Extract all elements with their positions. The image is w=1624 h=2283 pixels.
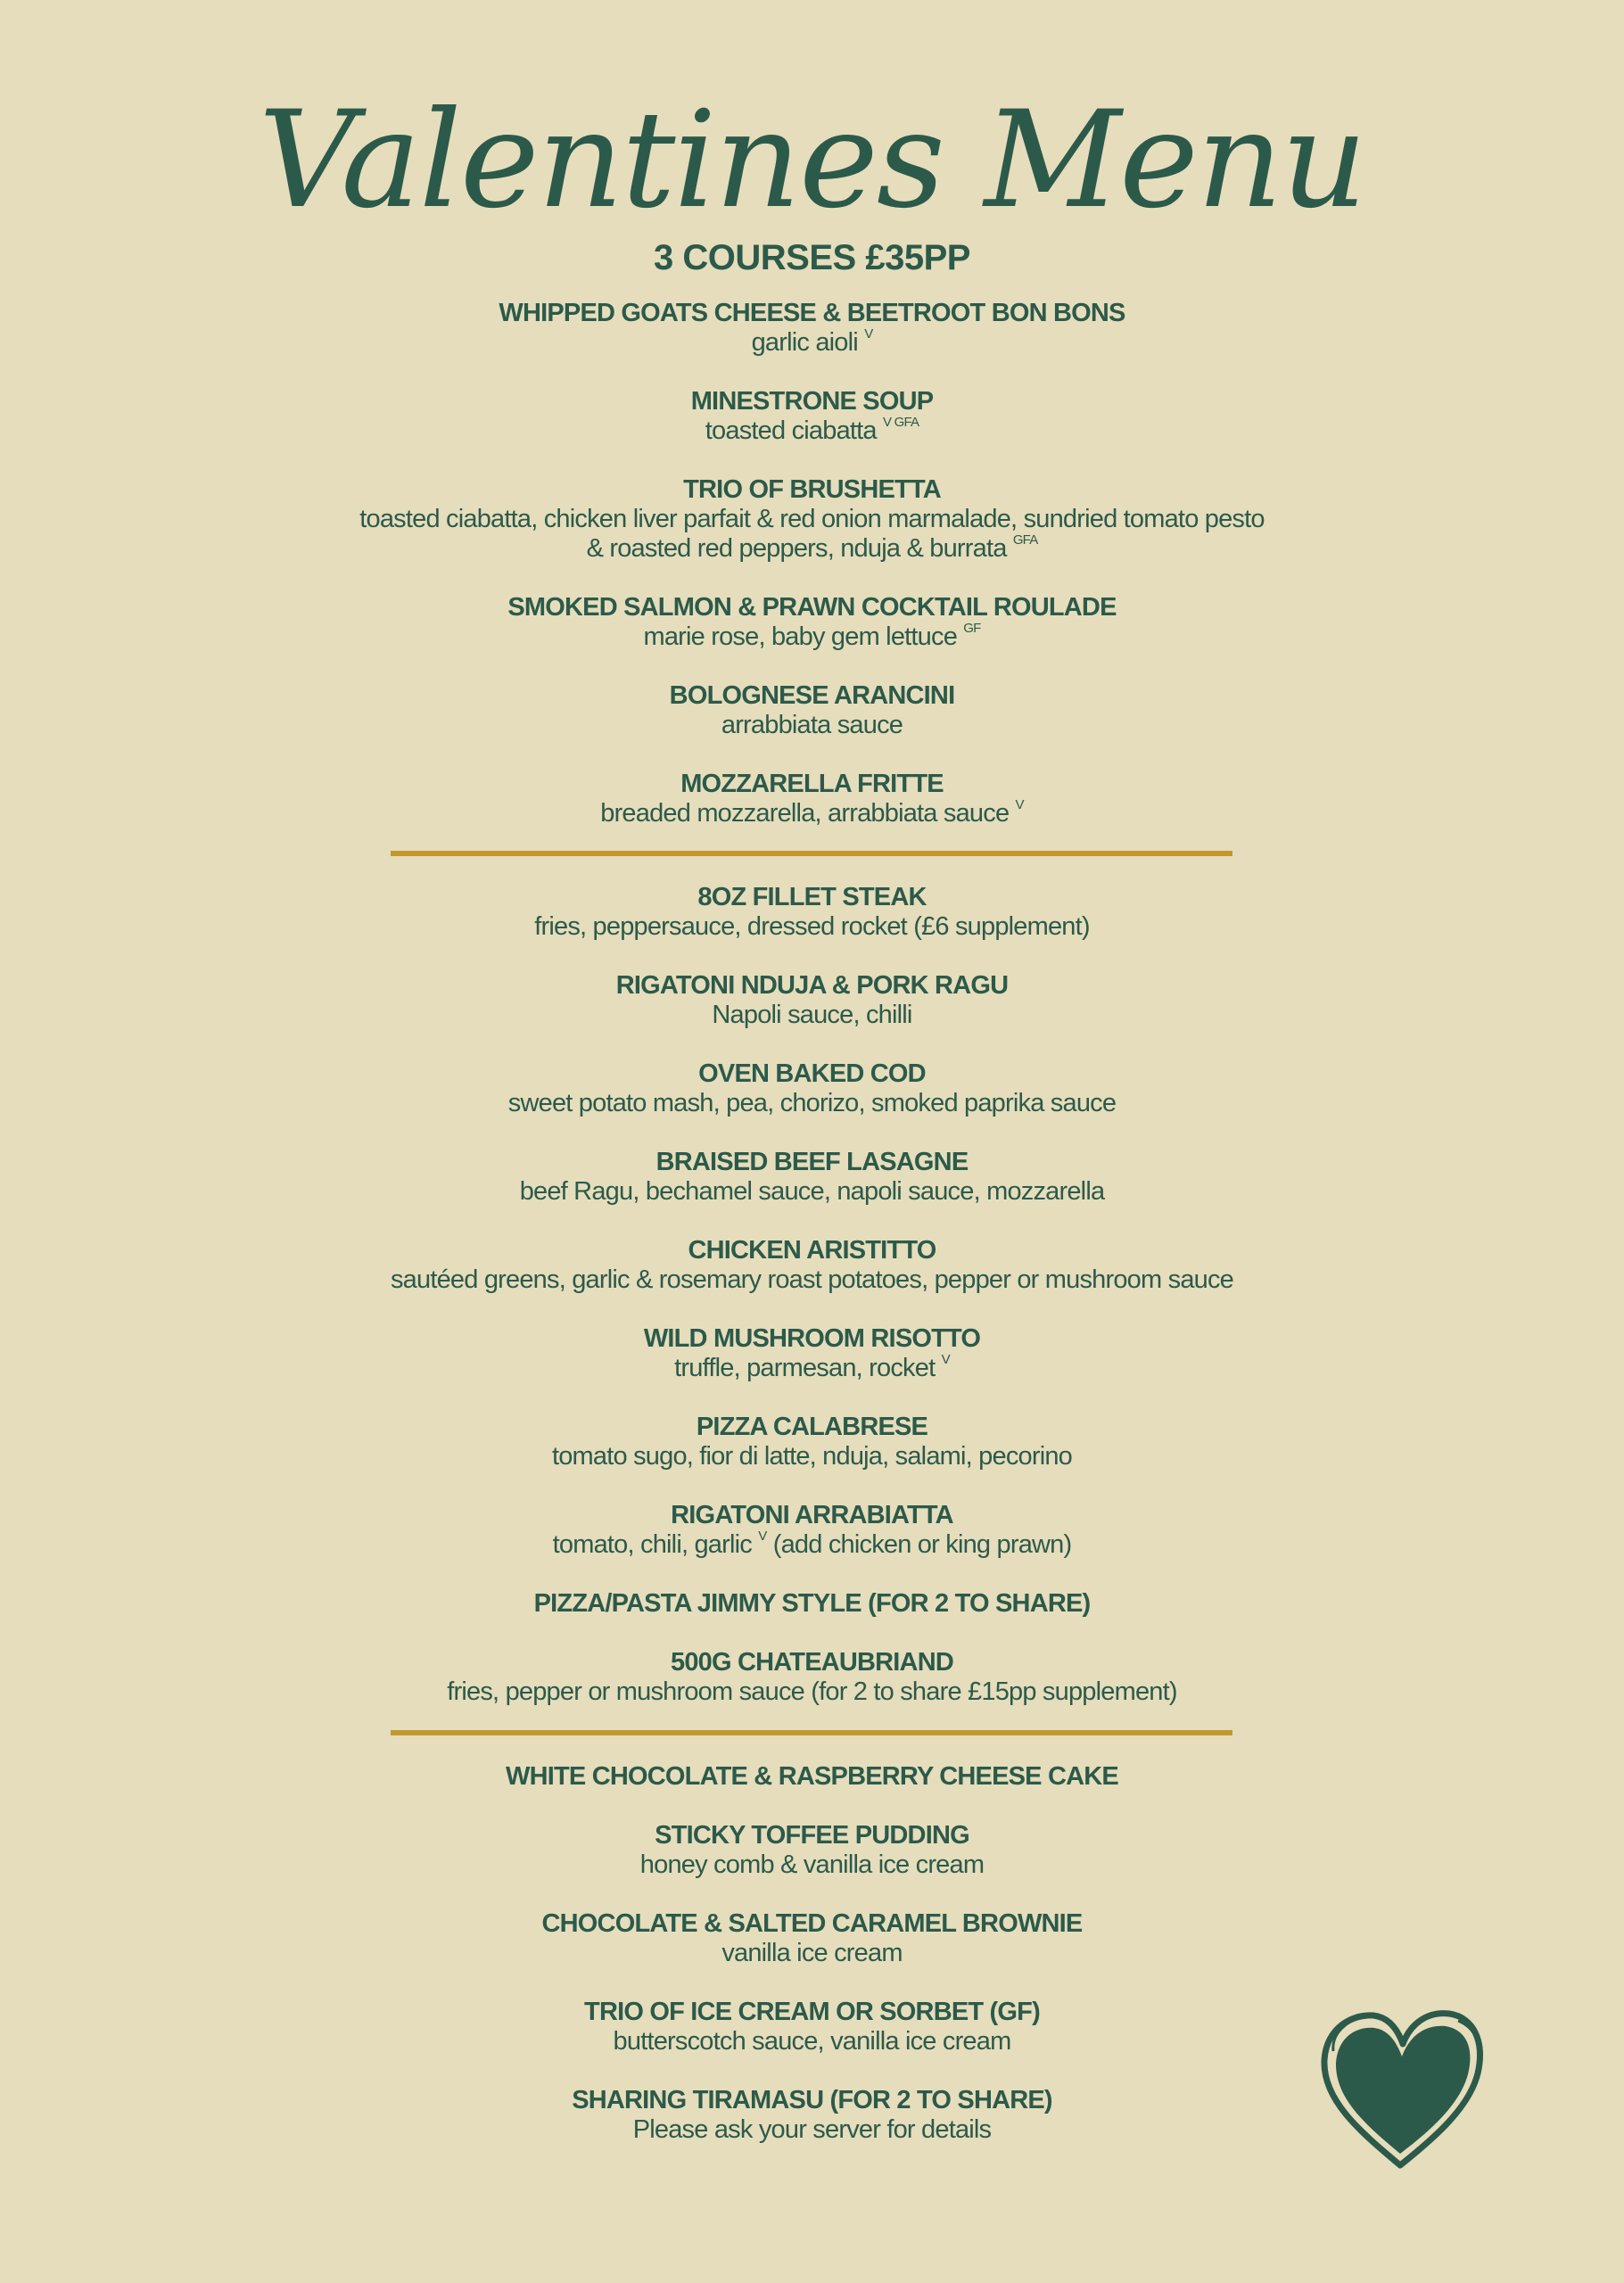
dish-description-text: fries, peppersauce, dressed rocket (£6 supplement) <box>534 912 1090 941</box>
dish-name: BRAISED BEEF LASAGNE <box>655 1148 969 1176</box>
dish-description-text: marie rose, baby gem lettuce <box>643 622 958 651</box>
dish-description <box>0 1442 1624 1471</box>
starters-section <box>0 299 1624 828</box>
dish-item <box>0 1648 1624 1707</box>
dish-description <box>0 622 1624 652</box>
dish-item <box>0 1501 1624 1560</box>
dish-description-text: beef Ragu, bechamel sauce, napoli sauce, mozzarella <box>519 1177 1105 1206</box>
dish-description <box>0 505 1624 534</box>
dish-item <box>0 770 1624 828</box>
dish-name: STICKY TOFFEE PUDDING <box>655 1821 969 1850</box>
dish-name: 500G CHATEAUBRIAND <box>671 1648 953 1677</box>
section-divider <box>391 851 1232 856</box>
dish-description-text: tomato sugo, fior di latte, nduja, salami, pecorino <box>551 1442 1073 1471</box>
dish-item <box>0 1413 1624 1471</box>
dish-description <box>0 799 1624 828</box>
dietary-tag: V GFA <box>883 415 919 430</box>
dish-description-text: sweet potato mash, pea, chorizo, smoked paprika sauce <box>507 1089 1117 1117</box>
dish-name: WHITE CHOCOLATE & RASPBERRY CHEESE CAKE <box>506 1762 1118 1791</box>
dish-description <box>0 1265 1624 1295</box>
dish-description-extra: (add chicken or king prawn) <box>766 1530 1072 1559</box>
dish-name: MOZZARELLA FRITTE <box>680 770 944 798</box>
dish-item <box>0 971 1624 1030</box>
dish-name: CHICKEN ARISTITTO <box>688 1236 936 1265</box>
dish-description <box>0 1177 1624 1207</box>
dish-description <box>0 1677 1624 1707</box>
dish-description-text: tomato, chili, garlic <box>552 1530 752 1559</box>
dish-description <box>0 416 1624 446</box>
dish-item <box>0 1762 1624 1792</box>
dish-description-text: garlic aioli <box>751 328 858 357</box>
dish-item <box>0 1059 1624 1118</box>
dish-description <box>0 912 1624 942</box>
heart-icon <box>1307 1998 1494 2176</box>
dish-description-text: toasted ciabatta <box>705 416 877 445</box>
dish-description-text: Napoli sauce, chilli <box>712 1001 912 1029</box>
dish-item <box>0 1148 1624 1207</box>
mains-section <box>0 883 1624 1707</box>
dish-name: WHIPPED GOATS CHEESE & BEETROOT BON BONS <box>499 299 1125 327</box>
dietary-tag: GF <box>963 621 981 636</box>
dish-item <box>0 1821 1624 1880</box>
dish-item <box>0 1909 1624 1968</box>
dish-item <box>0 593 1624 652</box>
dish-description <box>0 1530 1624 1560</box>
dish-description-text: truffle, parmesan, rocket <box>674 1354 936 1382</box>
dish-name: WILD MUSHROOM RISOTTO <box>643 1324 981 1353</box>
dish-description <box>0 1939 1624 1968</box>
dietary-tag: V <box>941 1352 950 1367</box>
dish-name: RIGATONI ARRABIATTA <box>671 1501 953 1529</box>
dish-description-text: sautéed greens, garlic & rosemary roast potatoes, pepper or mushroom sauce <box>390 1265 1234 1294</box>
dish-description <box>0 1850 1624 1880</box>
dish-description <box>0 1354 1624 1383</box>
dietary-tag: V <box>758 1529 767 1544</box>
dish-name: PIZZA/PASTA JIMMY STYLE (FOR 2 TO SHARE) <box>533 1589 1091 1618</box>
dish-item <box>0 1324 1624 1383</box>
dish-item <box>0 1589 1624 1619</box>
dish-item <box>0 1236 1624 1295</box>
dietary-tag: V <box>864 326 873 342</box>
dish-description <box>0 534 1624 564</box>
dish-item <box>0 883 1624 942</box>
dish-item <box>0 387 1624 446</box>
dish-description-text: fries, pepper or mushroom sauce (for 2 to share £15pp supplement) <box>447 1677 1177 1706</box>
dish-item <box>0 299 1624 358</box>
dietary-tag: V <box>1015 797 1024 812</box>
dish-name: TRIO OF BRUSHETTA <box>683 475 941 504</box>
dietary-tag: GFA <box>1012 532 1038 548</box>
dish-name: TRIO OF ICE CREAM OR SORBET (GF) <box>584 1998 1040 2026</box>
dish-name: SHARING TIRAMASU (FOR 2 TO SHARE) <box>572 2086 1052 2114</box>
dish-description <box>0 328 1624 358</box>
dish-description-text: butterscotch sauce, vanilla ice cream <box>613 2027 1011 2056</box>
dish-name: OVEN BAKED COD <box>698 1059 926 1088</box>
dish-description <box>0 1089 1624 1118</box>
dish-description-text: Please ask your server for details <box>632 2115 992 2144</box>
dish-description-text: arrabbiata sauce <box>721 711 903 739</box>
dish-name: SMOKED SALMON & PRAWN COCKTAIL ROULADE <box>507 593 1117 622</box>
dish-name: RIGATONI NDUJA & PORK RAGU <box>615 971 1009 1000</box>
dish-name: 8OZ FILLET STEAK <box>697 883 927 911</box>
dish-name: PIZZA CALABRESE <box>696 1413 928 1441</box>
dish-item <box>0 475 1624 564</box>
dish-description <box>0 1001 1624 1030</box>
dish-description-text: toasted ciabatta, chicken liver parfait & red onion marmalade, sundried tomato pesto <box>359 505 1265 533</box>
dish-description-text: breaded mozzarella, arrabbiata sauce <box>600 799 1010 828</box>
section-divider <box>391 1730 1232 1735</box>
dish-item <box>0 681 1624 740</box>
dish-name: CHOCOLATE & SALTED CARAMEL BROWNIE <box>541 1909 1083 1938</box>
dish-description <box>0 711 1624 740</box>
dish-description-text: vanilla ice cream <box>721 1939 903 1967</box>
dish-description-text: honey comb & vanilla ice cream <box>639 1850 985 1879</box>
dish-name: BOLOGNESE ARANCINI <box>669 681 955 710</box>
price-line: 3 COURSES £35PP <box>654 238 970 277</box>
dish-description-text: & roasted red peppers, nduja & burrata <box>586 534 1007 563</box>
dish-name: MINESTRONE SOUP <box>690 387 934 416</box>
menu-title: Valentines Menu <box>258 83 1366 238</box>
